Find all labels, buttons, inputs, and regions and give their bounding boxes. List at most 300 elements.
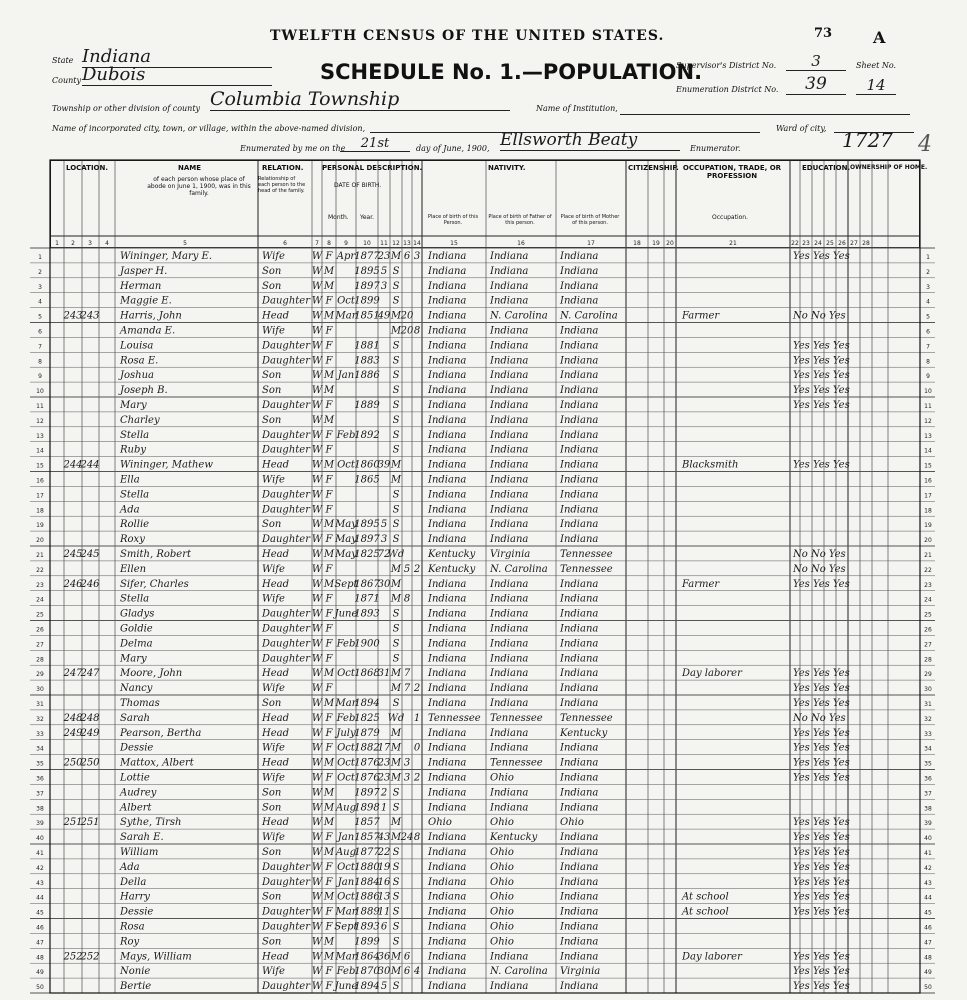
- birthplace-person: Indiana: [428, 876, 467, 888]
- birthplace-person: Indiana: [428, 370, 467, 382]
- age-value: 30: [377, 578, 391, 590]
- birthplace-mother: Indiana: [560, 385, 599, 397]
- occupation-value: At school: [682, 906, 729, 918]
- years-married: 20: [400, 310, 414, 322]
- birthplace-father: Indiana: [490, 474, 529, 486]
- column-number: 1: [55, 240, 59, 247]
- column-number: 12: [392, 240, 400, 247]
- relation-value: Son: [262, 787, 282, 799]
- person-name: Joseph B.: [120, 385, 168, 397]
- column-number: 25: [826, 240, 834, 247]
- marital-status: S: [392, 847, 400, 858]
- birth-year: 1895: [354, 265, 380, 277]
- dwelling-number: 245: [63, 549, 83, 560]
- birthplace-person: Ohio: [428, 817, 452, 829]
- birth-year: 1883: [354, 355, 380, 367]
- column-number: 2: [71, 240, 75, 247]
- birthplace-mother: Indiana: [560, 474, 599, 486]
- birth-month: July: [336, 727, 356, 739]
- sex-value: F: [325, 444, 333, 456]
- race-value: W: [311, 593, 323, 605]
- line-number-right: 11: [924, 403, 932, 410]
- relation-value: Son: [262, 385, 282, 397]
- person-name: Harris, John: [120, 310, 182, 322]
- years-married: 6: [403, 251, 411, 262]
- marital-status: M: [390, 563, 402, 575]
- line-number-right: 33: [924, 730, 932, 738]
- birthplace-mother: Indiana: [560, 489, 599, 501]
- birthplace-father: Ohio: [490, 772, 514, 784]
- line-number-right: 21: [924, 552, 932, 559]
- person-name: Ruby: [120, 444, 147, 456]
- column-number: 18: [633, 240, 641, 247]
- birth-month: Jan: [337, 876, 355, 888]
- age-value: 5: [380, 981, 388, 993]
- age-value: 49: [377, 310, 391, 322]
- line-number-right: 3: [926, 283, 930, 291]
- birthplace-father: Indiana: [490, 295, 529, 307]
- education-value: Yes Yes Yes: [793, 906, 850, 918]
- sex-value: F: [325, 400, 333, 411]
- birth-year: 1899: [354, 295, 380, 307]
- birthplace-person: Indiana: [428, 861, 467, 873]
- race-value: W: [311, 847, 323, 858]
- birthplace-father: Indiana: [490, 802, 529, 814]
- enumerated-label-1: Enumerated by me on the: [240, 144, 346, 153]
- race-value: W: [311, 757, 323, 769]
- birthplace-person: Indiana: [428, 802, 467, 814]
- relation-value: Daughter: [262, 638, 310, 650]
- age-value: 72: [377, 549, 391, 560]
- line-number-right: 28: [924, 656, 932, 664]
- birth-year: 1884: [354, 876, 380, 888]
- sex-value: F: [325, 712, 333, 724]
- relation-value: Head: [262, 817, 290, 829]
- page-mark-a: A: [873, 28, 886, 47]
- line-number-left: 38: [36, 805, 44, 813]
- education-value: Yes Yes Yes: [793, 727, 850, 739]
- race-value: W: [311, 891, 323, 903]
- race-value: W: [311, 683, 323, 695]
- education-value: Yes Yes Yes: [793, 861, 850, 873]
- sex-value: M: [323, 519, 335, 531]
- marital-status: S: [392, 519, 400, 531]
- person-name: Rosa: [120, 921, 145, 933]
- birthplace-father: Ohio: [490, 906, 514, 918]
- birthplace-father: Indiana: [490, 683, 529, 695]
- birthplace-person: Indiana: [428, 385, 467, 397]
- birthplace-father: Ohio: [490, 891, 514, 903]
- person-name: Della: [120, 876, 147, 888]
- line-number-left: 30: [36, 686, 44, 694]
- birth-year: 1825: [354, 549, 380, 560]
- occupation-value: Blacksmith: [682, 459, 739, 471]
- years-married: 6: [403, 951, 411, 963]
- line-number-left: 32: [36, 715, 44, 723]
- race-value: W: [311, 429, 323, 441]
- marital-status: M: [390, 951, 402, 963]
- line-number-right: 48: [924, 954, 932, 962]
- birthplace-father: Indiana: [490, 698, 529, 709]
- person-name: Mary: [120, 653, 147, 665]
- birthplace-father: Indiana: [490, 444, 529, 456]
- line-number-left: 28: [36, 656, 44, 664]
- sex-value: M: [323, 936, 335, 948]
- line-number-left: 35: [36, 760, 44, 768]
- education-value: Yes Yes Yes: [793, 668, 850, 680]
- birth-month: Oct: [337, 772, 355, 784]
- person-name: Ella: [120, 474, 140, 486]
- column-number: 17: [587, 240, 595, 247]
- birthplace-person: Indiana: [428, 623, 467, 635]
- birthplace-mother: Indiana: [560, 772, 599, 784]
- birthplace-person: Indiana: [428, 787, 467, 799]
- years-married: 8: [403, 593, 411, 605]
- birthplace-person: Kentucky: [428, 563, 476, 575]
- person-name: Wininger, Mathew: [120, 459, 213, 471]
- line-number-left: 31: [36, 701, 44, 708]
- column-number: 16: [517, 240, 525, 247]
- relation-value: Daughter: [262, 295, 310, 307]
- marital-status: S: [392, 787, 400, 799]
- birth-year: 1860: [354, 459, 380, 471]
- birth-year: 1893: [354, 921, 380, 933]
- education-value: Yes Yes Yes: [793, 355, 850, 367]
- line-number-right: 16: [924, 477, 932, 485]
- sex-value: F: [325, 876, 333, 888]
- race-value: W: [311, 251, 323, 262]
- race-value: W: [311, 653, 323, 665]
- person-name: Albert: [120, 802, 152, 814]
- marital-status: S: [392, 489, 400, 501]
- birthplace-father: Tennessee: [490, 757, 543, 769]
- birthplace-mother: Indiana: [560, 638, 599, 650]
- education-value: Yes Yes Yes: [793, 251, 850, 262]
- family-number: 243: [80, 310, 100, 322]
- person-name: Mary: [120, 400, 147, 411]
- sex-value: F: [325, 638, 333, 650]
- sex-value: M: [323, 265, 335, 277]
- education-value: Yes Yes Yes: [793, 742, 850, 754]
- relation-value: Daughter: [262, 355, 310, 367]
- race-value: W: [311, 966, 323, 978]
- age-value: 23: [377, 251, 391, 262]
- sex-value: F: [325, 429, 333, 441]
- birth-month: May: [335, 519, 357, 531]
- line-number-left: 1: [38, 254, 42, 261]
- birthplace-father: Indiana: [490, 429, 529, 441]
- birthplace-mother: Indiana: [560, 623, 599, 635]
- line-number-left: 24: [36, 596, 44, 604]
- race-value: W: [311, 325, 323, 337]
- person-name: Harry: [120, 891, 150, 903]
- years-married: 7: [403, 668, 411, 680]
- age-value: 43: [377, 832, 391, 844]
- birthplace-mother: Tennessee: [560, 549, 613, 560]
- birth-year: 1867: [354, 578, 380, 590]
- marital-status: S: [392, 861, 400, 873]
- sex-value: M: [323, 280, 335, 292]
- person-name: Louisa: [120, 340, 154, 352]
- line-number-right: 39: [924, 820, 932, 828]
- line-number-left: 3: [38, 283, 42, 291]
- birthplace-person: Tennessee: [428, 712, 481, 724]
- birthplace-father: Indiana: [490, 355, 529, 367]
- relation-value: Head: [262, 578, 290, 590]
- person-name: Nancy: [120, 683, 153, 695]
- race-value: W: [311, 951, 323, 963]
- education-value: No No Yes: [793, 549, 846, 560]
- marital-status: S: [392, 981, 400, 993]
- relation-value: Daughter: [262, 340, 310, 352]
- education-value: Yes Yes Yes: [793, 459, 850, 471]
- race-value: W: [311, 876, 323, 888]
- marital-status: S: [392, 414, 400, 426]
- group-occupation: OCCUPATION, TRADE, OR PROFESSION: [682, 164, 782, 180]
- line-number-left: 18: [36, 507, 44, 515]
- person-name: Ada: [120, 861, 140, 873]
- column-number: 27: [850, 240, 858, 247]
- line-number-right: 44: [924, 894, 932, 902]
- age-value: 5: [380, 519, 388, 531]
- birth-year: 1857: [354, 832, 380, 844]
- relation-value: Head: [262, 549, 290, 560]
- age-value: 1: [380, 802, 388, 814]
- birthplace-father: Indiana: [490, 489, 529, 501]
- race-value: W: [311, 504, 323, 516]
- birthplace-mother: Indiana: [560, 370, 599, 382]
- age-value: 6: [380, 921, 388, 933]
- sex-value: F: [325, 608, 333, 620]
- birth-year: 1899: [354, 936, 380, 948]
- marital-status: M: [390, 757, 402, 769]
- birth-father-header: Place of birth of Father of this person.: [488, 214, 552, 226]
- birth-year: 1876: [354, 757, 380, 769]
- birthplace-mother: Indiana: [560, 325, 599, 337]
- line-number-left: 12: [36, 417, 44, 425]
- birth-month: May: [335, 534, 357, 546]
- line-number-right: 50: [924, 984, 932, 992]
- sex-value: F: [325, 563, 333, 575]
- birthplace-mother: Indiana: [560, 936, 599, 948]
- column-number: 28: [862, 240, 870, 247]
- birthplace-father: Indiana: [490, 742, 529, 754]
- race-value: W: [311, 921, 323, 933]
- birth-year: 1892: [354, 429, 380, 441]
- race-value: W: [311, 861, 323, 873]
- education-value: Yes Yes Yes: [793, 400, 850, 411]
- birthplace-father: Indiana: [490, 623, 529, 635]
- birth-year: 1897: [354, 787, 380, 799]
- years-married: 5: [403, 563, 411, 575]
- relation-value: Son: [262, 847, 282, 858]
- occupation-value: Farmer: [682, 310, 720, 322]
- birthplace-father: Indiana: [490, 638, 529, 650]
- sex-value: F: [325, 966, 333, 978]
- relation-value: Daughter: [262, 504, 310, 516]
- line-number-left: 5: [38, 313, 42, 321]
- relation-value: Head: [262, 712, 290, 724]
- birth-month: Oct: [337, 861, 355, 873]
- birth-year: 1879: [354, 727, 380, 739]
- supervisor-label: Supervisor's District No.: [676, 61, 777, 70]
- enumerated-label-2: day of June, 1900,: [416, 144, 490, 153]
- birthplace-mother: Tennessee: [560, 563, 613, 575]
- family-number: 245: [80, 549, 100, 560]
- marital-status: S: [392, 444, 400, 456]
- age-value: 2: [380, 787, 388, 799]
- education-value: Yes Yes Yes: [793, 340, 850, 352]
- sex-value: F: [325, 623, 333, 635]
- birth-year: 1894: [354, 698, 380, 709]
- education-value: Yes Yes Yes: [793, 578, 850, 590]
- margin-mark: 4: [918, 132, 932, 157]
- birthplace-mother: Indiana: [560, 251, 599, 262]
- age-value: 3: [380, 280, 388, 292]
- group-location: LOCATION.: [66, 164, 109, 172]
- line-number-right: 23: [924, 581, 932, 589]
- birth-year: 1897: [354, 280, 380, 292]
- enumerated-day: 21st: [340, 136, 410, 152]
- column-number: 9: [344, 240, 348, 247]
- line-number-left: 40: [36, 835, 44, 843]
- birth-year: 1882: [354, 742, 380, 754]
- birthplace-person: Indiana: [428, 459, 467, 471]
- line-number-left: 45: [36, 909, 44, 917]
- sex-value: F: [325, 921, 333, 933]
- children-born: 8: [413, 832, 421, 844]
- birthplace-father: Ohio: [490, 847, 514, 858]
- dwelling-number: 249: [63, 727, 83, 739]
- birthplace-mother: Indiana: [560, 519, 599, 531]
- column-number: 21: [729, 240, 737, 247]
- family-number: 252: [80, 951, 100, 963]
- birthplace-mother: Indiana: [560, 593, 599, 605]
- birthplace-person: Indiana: [428, 698, 467, 709]
- age-value: 17: [377, 742, 391, 754]
- birth-year: 1893: [354, 608, 380, 620]
- line-number-right: 19: [924, 522, 932, 530]
- education-value: Yes Yes Yes: [793, 370, 850, 382]
- race-value: W: [311, 578, 323, 590]
- line-number-left: 11: [36, 403, 44, 410]
- marital-status: Wd: [387, 712, 405, 724]
- sex-value: F: [325, 861, 333, 873]
- person-name: Ellen: [120, 563, 147, 575]
- children-born: 2: [413, 772, 421, 784]
- line-number-left: 27: [36, 641, 44, 649]
- age-value: 5: [380, 265, 388, 277]
- birthplace-person: Indiana: [428, 981, 467, 993]
- township-label: Township or other division of county: [52, 104, 201, 113]
- birthplace-mother: Indiana: [560, 802, 599, 814]
- children-born: 1: [413, 712, 421, 724]
- line-number-left: 15: [36, 462, 44, 470]
- person-name: Sarah: [120, 712, 150, 724]
- birthplace-father: Indiana: [490, 593, 529, 605]
- sex-value: F: [325, 727, 333, 739]
- line-number-left: 44: [36, 894, 44, 902]
- race-value: W: [311, 638, 323, 650]
- person-name: Rollie: [120, 519, 150, 531]
- institution-label: Name of Institution,: [536, 104, 618, 113]
- birth-year: 1868: [354, 668, 380, 680]
- relation-value: Head: [262, 459, 290, 471]
- birthplace-person: Indiana: [428, 832, 467, 844]
- years-married: 24: [400, 832, 414, 844]
- birthplace-person: Indiana: [428, 951, 467, 963]
- birthplace-father: Indiana: [490, 981, 529, 993]
- race-value: W: [311, 534, 323, 546]
- race-value: W: [311, 608, 323, 620]
- relation-value: Daughter: [262, 444, 310, 456]
- line-number-right: 13: [924, 432, 932, 440]
- birth-year: 1864: [354, 951, 380, 963]
- sex-value: M: [323, 891, 335, 903]
- birthplace-person: Indiana: [428, 325, 467, 337]
- birthplace-father: Indiana: [490, 340, 529, 352]
- birthplace-mother: Indiana: [560, 340, 599, 352]
- column-number: 7: [315, 240, 319, 247]
- person-name: Nonie: [120, 966, 151, 978]
- relation-value: Wife: [262, 683, 285, 695]
- years-married: 3: [403, 757, 411, 769]
- birthplace-mother: Indiana: [560, 653, 599, 665]
- enumeration-label: Enumeration District No.: [676, 85, 779, 94]
- birthplace-mother: Indiana: [560, 295, 599, 307]
- birthplace-person: Indiana: [428, 265, 467, 277]
- sex-value: F: [325, 340, 333, 352]
- birthplace-father: Indiana: [490, 265, 529, 277]
- birthplace-mother: Indiana: [560, 951, 599, 963]
- date-of-birth-header: DATE OF BIRTH.: [334, 182, 382, 189]
- column-number: 24: [814, 240, 822, 247]
- birthplace-person: Indiana: [428, 534, 467, 546]
- birth-year: 1881: [354, 340, 380, 352]
- relation-value: Wife: [262, 772, 285, 784]
- line-number-left: 47: [36, 939, 44, 947]
- line-number-left: 6: [38, 328, 42, 336]
- column-number: 26: [838, 240, 846, 247]
- race-value: W: [311, 519, 323, 531]
- line-number-right: 49: [924, 969, 932, 977]
- line-number-right: 2: [926, 268, 930, 276]
- birthplace-father: Indiana: [490, 385, 529, 397]
- line-number-right: 15: [924, 462, 932, 470]
- birthplace-father: Ohio: [490, 817, 514, 829]
- race-value: W: [311, 414, 323, 426]
- birthplace-father: N. Carolina: [490, 310, 548, 322]
- birth-month: Feb: [336, 712, 356, 724]
- person-name: Sarah E.: [120, 832, 164, 844]
- birthplace-father: Indiana: [490, 519, 529, 531]
- relation-value: Daughter: [262, 623, 310, 635]
- occupation-value: At school: [682, 891, 729, 903]
- relation-value: Daughter: [262, 876, 310, 888]
- column-number: 11: [380, 240, 388, 247]
- dwelling-number: 243: [63, 310, 83, 322]
- birthplace-father: Indiana: [490, 370, 529, 382]
- relation-description: Relationship of each person to the head of the family.: [258, 176, 306, 194]
- birth-month: Sept: [334, 921, 358, 933]
- birthplace-mother: Kentucky: [560, 727, 608, 739]
- race-value: W: [311, 549, 323, 560]
- birthplace-mother: Indiana: [560, 504, 599, 516]
- sex-value: M: [323, 757, 335, 769]
- line-number-right: 43: [924, 879, 932, 887]
- birthplace-father: Indiana: [490, 653, 529, 665]
- birth-month: Oct: [337, 668, 355, 680]
